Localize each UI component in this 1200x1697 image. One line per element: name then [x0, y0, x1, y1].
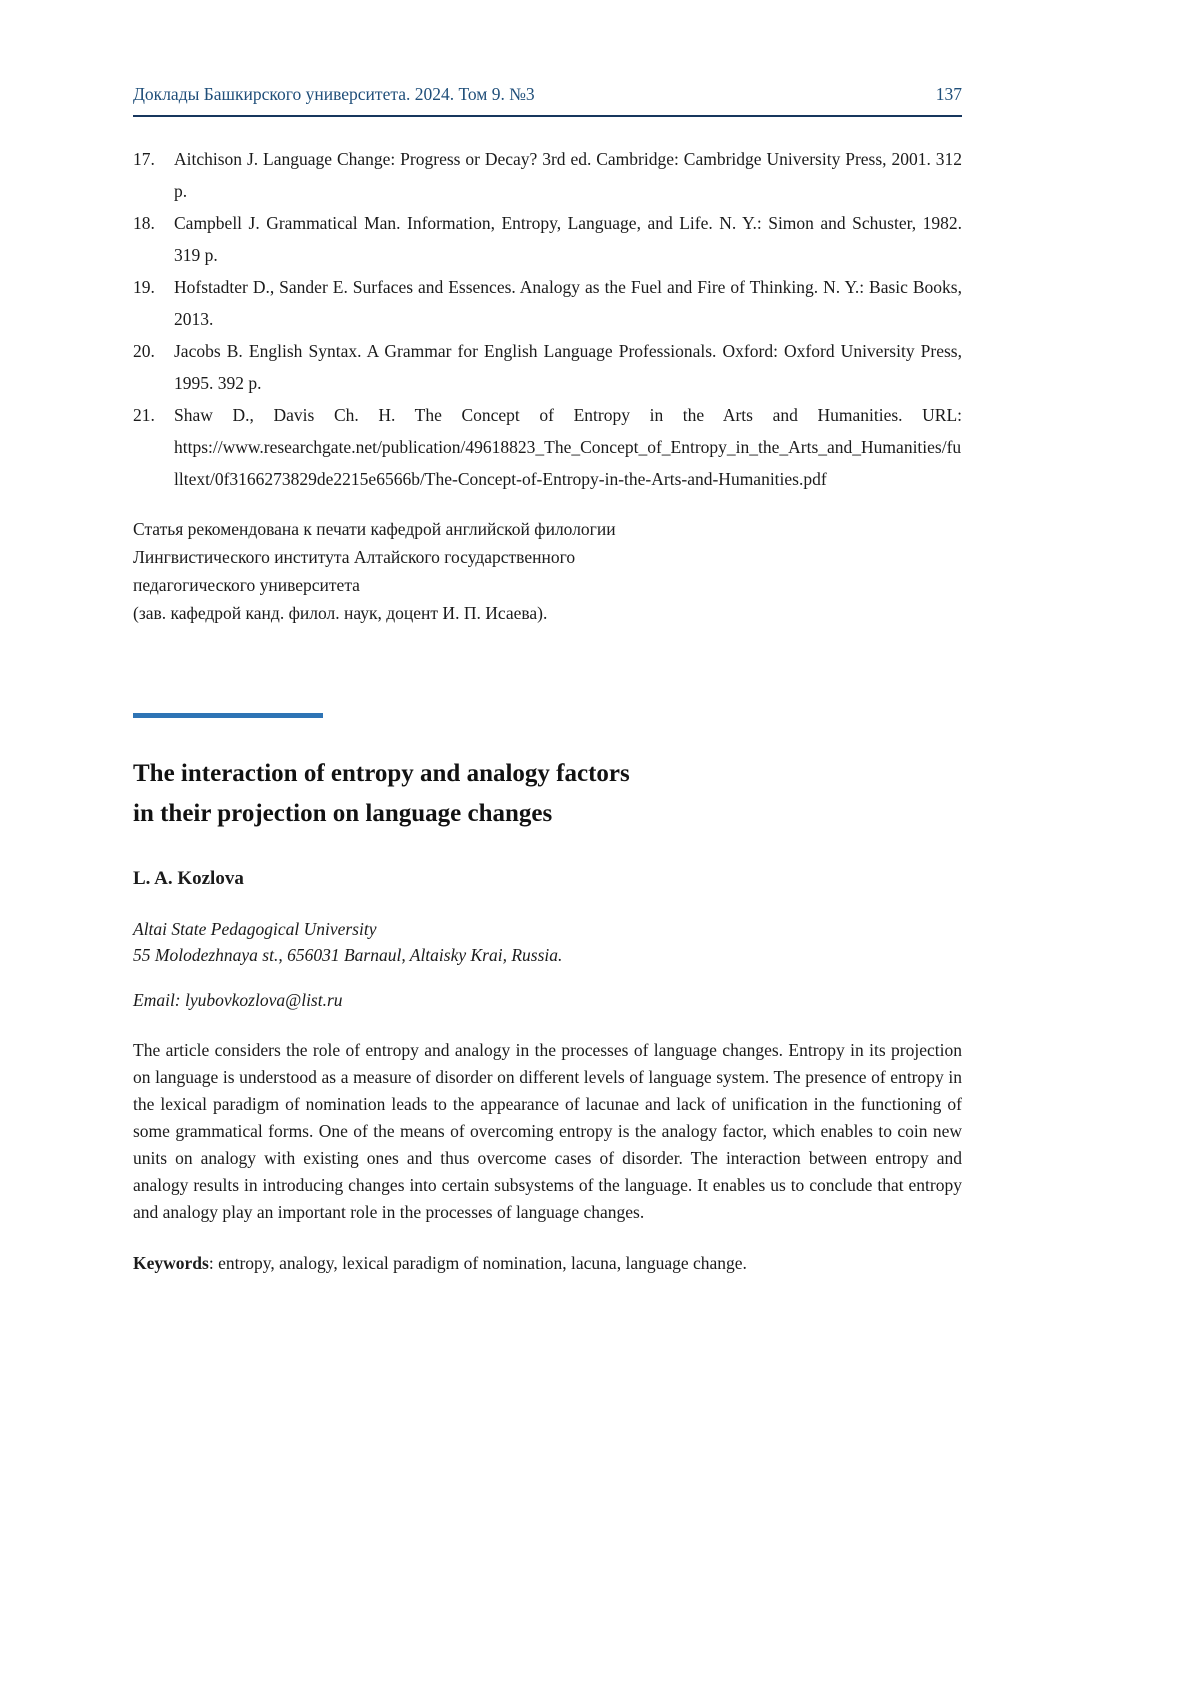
author-name: L. A. Kozlova: [133, 868, 244, 889]
page-header: [133, 84, 962, 117]
page-number: 137: [935, 84, 962, 104]
reference-list: [133, 143, 962, 495]
keywords-text: : entropy, analogy, lexical paradigm of nomination, lacuna, language change.: [208, 1253, 747, 1273]
reference-item: [133, 399, 962, 495]
article-title-line1: The interaction of entropy and analogy factors: [133, 760, 630, 787]
article-title: [133, 754, 962, 834]
recommendation-line: педагогического университета: [133, 575, 360, 595]
recommendation-line: Статья рекомендована к печати кафедрой английской филологии: [133, 519, 616, 539]
reference-item: [133, 207, 962, 271]
recommendation-line: (зав. кафедрой канд. филол. наук, доцент И. П. Исаева).: [133, 603, 548, 623]
abstract-text: The article considers the role of entropy and analogy in the processes of language changes. Entropy in its projection on language is understood as a measure of disorder on different levels of language system. The presence of entropy in the lexical paradigm of nomination leads to the appearance of lacunae and lack of unification in the functioning of some grammatical forms. One of the means of overcoming entropy is the analogy factor, which enables to coin new units on analogy with existing ones and thus overcome cases of disorder. The interaction between entropy and analogy results in introducing changes into certain subsystems of the language. It enables us to conclude that entropy and analogy play an important role in the processes of language changes.: [133, 1040, 962, 1222]
reference-item: [133, 143, 962, 207]
reference-number: 18.: [133, 213, 155, 233]
reference-number: 17.: [133, 149, 155, 169]
reference-number: 19.: [133, 277, 155, 297]
journal-header-text: Доклады Башкирского университета. 2024. Том 9. №3: [133, 84, 535, 104]
affiliation-address: 55 Molodezhnaya st., 656031 Barnaul, Altaisky Krai, Russia.: [133, 945, 563, 965]
affiliation-institution: Altai State Pedagogical University: [133, 919, 377, 939]
reference-item: [133, 335, 962, 399]
reference-item: [133, 271, 962, 335]
reference-text: Jacobs B. English Syntax. A Grammar for English Language Professionals. Oxford: Oxford University Press, 1995. 392 p.: [174, 341, 962, 393]
recommendation-note: [133, 515, 962, 627]
section-accent-bar: [133, 713, 323, 718]
reference-text: Hofstadter D., Sander E. Surfaces and Essences. Analogy as the Fuel and Fire of Thinking. N. Y.: Basic Books, 2013.: [174, 277, 962, 329]
article-title-line2: in their projection on language changes: [133, 800, 553, 827]
reference-number: 21.: [133, 405, 155, 425]
author-email: Email: lyubovkozlova@list.ru: [133, 990, 343, 1010]
reference-text: Campbell J. Grammatical Man. Information, Entropy, Language, and Life. N. Y.: Simon and Schuster, 1982. 319 p.: [174, 213, 962, 265]
reference-text-with-url: Shaw D., Davis Ch. H. The Concept of Entropy in the Arts and Humanities. URL: https://www.researchgate.net/publication/49618823_The_Concept_of_Entropy_in_the_Arts_and_Humanities/fulltext/0f3166273829de2215e6566b/The-Concept-of-Entropy-in-the-Arts-and-Humanities.pdf: [174, 405, 962, 489]
keywords-label: Keywords: [133, 1253, 209, 1273]
author-affiliation: [133, 916, 962, 968]
keywords-line: [133, 1250, 962, 1277]
reference-text: Aitchison J. Language Change: Progress or Decay? 3rd ed. Cambridge: Cambridge University Press, 2001. 312 p.: [174, 149, 962, 201]
recommendation-line: Лингвистического института Алтайского государственного: [133, 547, 576, 567]
reference-number: 20.: [133, 341, 155, 361]
